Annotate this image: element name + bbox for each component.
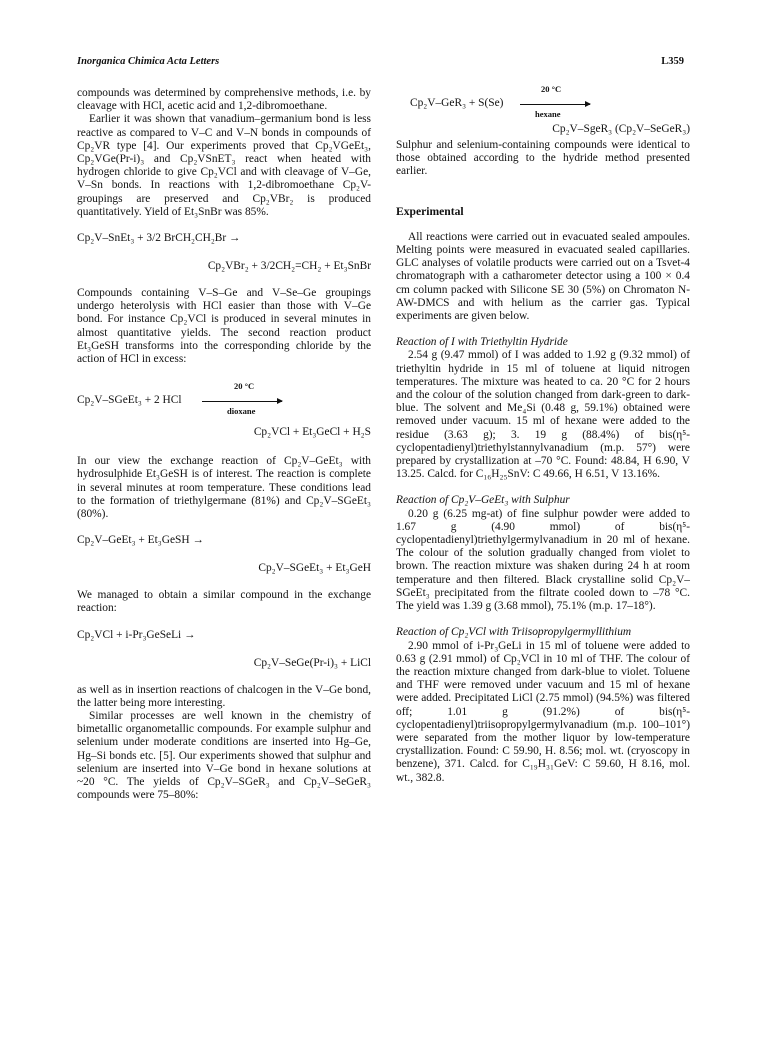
subsection-heading: Reaction of Cp₂VCl with Triisopropylgermyllithium bbox=[396, 626, 632, 639]
equation bbox=[77, 534, 371, 576]
equation-reactants: Cp₂V–SnEt₃ + 3/2 BrCH₂CH₂Br → bbox=[77, 232, 241, 245]
journal-title: Inorganica Chimica Acta Letters bbox=[77, 56, 220, 67]
equation-reactants: Cp₂V–GeEt₃ + Et₃GeSH → bbox=[77, 534, 204, 547]
reaction-arrow bbox=[520, 104, 590, 105]
paragraph: 2.90 mmol of i-Pr₃GeLi in 15 ml of toluene were added to 0.63 g (2.91 mmol) of Cp₂VCl in 10 ml of THF. The colour of the reaction mixture changed from dark-blue to violet. Toluene and THF were removed under vacuum and 15 ml of hexane were added. Precipitated LiCl (2.75 mmol) (94.5%) was filtered off; 1.01 g (91.2%) of bis(η⁵-cyclopentadienyl)triisopropylgermylvanadium (m.p. 100–101°) were separated from the mother liquor by low-temperature crystallization. Found: C 59.90, H. 8.56; mol. wt. (cryoscopy in benzene), 371. Calcd. for C₁₉H₃₁GeV: C 59.60, H 8.16, mol. wt., 382.8. bbox=[396, 639, 690, 784]
reaction-solvent: hexane bbox=[535, 109, 561, 119]
equation-products: Cp₂V–SeGe(Pr-i)₃ + LiCl bbox=[253, 656, 371, 669]
reaction-temperature: 20 °C bbox=[541, 84, 562, 94]
equation-products: Cp₂VBr₂ + 3/2CH₂=CH₂ + Et₃SnBr bbox=[207, 260, 371, 273]
paragraph: Sulphur and selenium-containing compounds were identical to those obtained according to the hydride method presented earlier. bbox=[396, 139, 690, 178]
reaction-arrow bbox=[202, 401, 282, 402]
equation-products: Cp₂V–SGeEt₃ + Et₃GeH bbox=[258, 562, 371, 575]
subsection-heading: Reaction of Cp₂V–GeEt₃ with Sulphur bbox=[396, 494, 570, 507]
page-number: L359 bbox=[661, 56, 684, 67]
equation-reactants: Cp₂V–GeR₃ + S(Se) bbox=[410, 97, 504, 109]
equation bbox=[77, 629, 371, 671]
paragraph: compounds was determined by comprehensive methods, i.e. by cleavage with HCl, acetic acid and 1,2-dibromoethane. bbox=[77, 87, 371, 113]
left-column bbox=[77, 87, 371, 803]
paragraph: 0.20 g (6.25 mg-at) of fine sulphur powder were added to 1.67 g (4.90 mmol) of bis(η⁵-cyclopentadienyl)triethylgermylvanadium in 20 ml of hexane. The colour of the solution gradually changed from violet to brown. The reaction mixture was shaken during 24 h at room temperature and then filtered. Black crystalline solid Cp₂V–SGeEt₃ precipitated from the filtrate cooled down to –78 °C. The yield was 1.39 g (3.68 mmol), 75.1% (m.p. 17–18°). bbox=[396, 507, 690, 613]
paragraph: Similar processes are well known in the chemistry of bimetallic organometallic compounds. For example sulphur and selenium under moderate conditions are inserted into Hg–Ge, Hg–Si bonds etc. [5]. Our experiments showed that sulphur and selenium are inserted into V–Ge bond in hexane solutions at ~20 °C. The yields of Cp₂V–SGeR₃ and Cp₂V–SeGeR₃ compounds were 75–80%: bbox=[77, 710, 371, 802]
equation bbox=[77, 366, 371, 442]
equation-reactants: Cp₂VCl + i-Pr₃GeSeLi → bbox=[77, 628, 196, 641]
paragraph: 2.54 g (9.47 mmol) of I was added to 1.92 g (9.32 mmol) of triethyltin hydride in 15 ml of toluene at liquid nitrogen temperatures. The mixture was heated to ca. 20 °C for 2 hours and the colour of the solution changed from dark-green to dark-blue. The solvent and Me₄Si (0.48 g, 59.1%) obtained were removed under vacuum. 15 ml of hexane were added to the residue (3.63 g); 3. 19 g (88.4%) of bis(η⁵-cyclopentadienyl)triethylstannylvanadium (m.p. 57°) were prepared by crystallization at –70 °C. Found: 48.84, H 6.90, V 13.25. Calcd. for C₁₆H₂₅SnV: C 49.66, H 6.51, V 13.16%. bbox=[396, 349, 690, 481]
reaction-solvent: dioxane bbox=[227, 406, 256, 417]
paragraph: Compounds containing V–S–Ge and V–Se–Ge groupings undergo heterolysis with HCl easier than those with V–Ge bond. For instance Cp₂VCl is produced in several minutes in almost quantitative yields. The second reaction product Et₃GeSH transforms into the corresponding chloride by the action of HCl in excess: bbox=[77, 287, 371, 366]
subsection-heading: Reaction of I with Triethyltin Hydride bbox=[396, 336, 568, 349]
right-column bbox=[396, 84, 690, 785]
equation-products: Cp₂VCl + Et₃GeCl + H₂S bbox=[253, 426, 371, 439]
section-heading: Experimental bbox=[396, 204, 464, 218]
paragraph: Earlier it was shown that vanadium–germanium bond is less reactive as compared to V–C and V–N bonds in compounds of Cp₂VR type [4]. Our experiments proved that Cp₂VGeEt₃, Cp₂VGe(Pr-i)₃ and Cp₂VSnET₃ react when heated with hydrogen chloride to give Cp₂VCl and with cleavage of V–Ge, V–Sn bonds. In reactions with 1,2-dibromoethane Cp₂V-groupings are preserved and Cp₂VBr₂ is produced quantitatively. Yield of Et₃SnBr was 85%. bbox=[77, 113, 371, 218]
paragraph: as well as in insertion reactions of chalcogen in the V–Ge bond, the latter being more interesting. bbox=[77, 683, 371, 709]
paragraph: All reactions were carried out in evacuated sealed ampoules. Melting points were measured in evacuated sealed capillaries. GLC analyses of volatile products were carried out on a Tsvet-4 chromatograph with a catharometer detector using a 100 × 0.4 cm column packed with Silicone SE 30 (5%) on Chromaton N-AW-DMCS and with helium as the carrier gas. Typical experiments are given below. bbox=[396, 230, 690, 323]
paragraph: In our view the exchange reaction of Cp₂V–GeEt₃ with hydrosulphide Et₃GeSH is of interest. The reaction is complete in several minutes at room temperature. These conditions lead to the formation of triethylgermane (81%) and Cp₂V–SGeEt₃ (80%). bbox=[77, 455, 371, 521]
equation bbox=[77, 232, 371, 274]
equation-reactants: Cp₂V–SGeEt₃ + 2 HCl bbox=[77, 394, 182, 407]
equation bbox=[396, 84, 690, 139]
reaction-temperature: 20 °C bbox=[234, 381, 255, 392]
paragraph: We managed to obtain a similar compound in the exchange reaction: bbox=[77, 589, 371, 615]
equation-products: Cp₂V–SgeR₃ (Cp₂V–SeGeR₃) bbox=[552, 123, 690, 135]
